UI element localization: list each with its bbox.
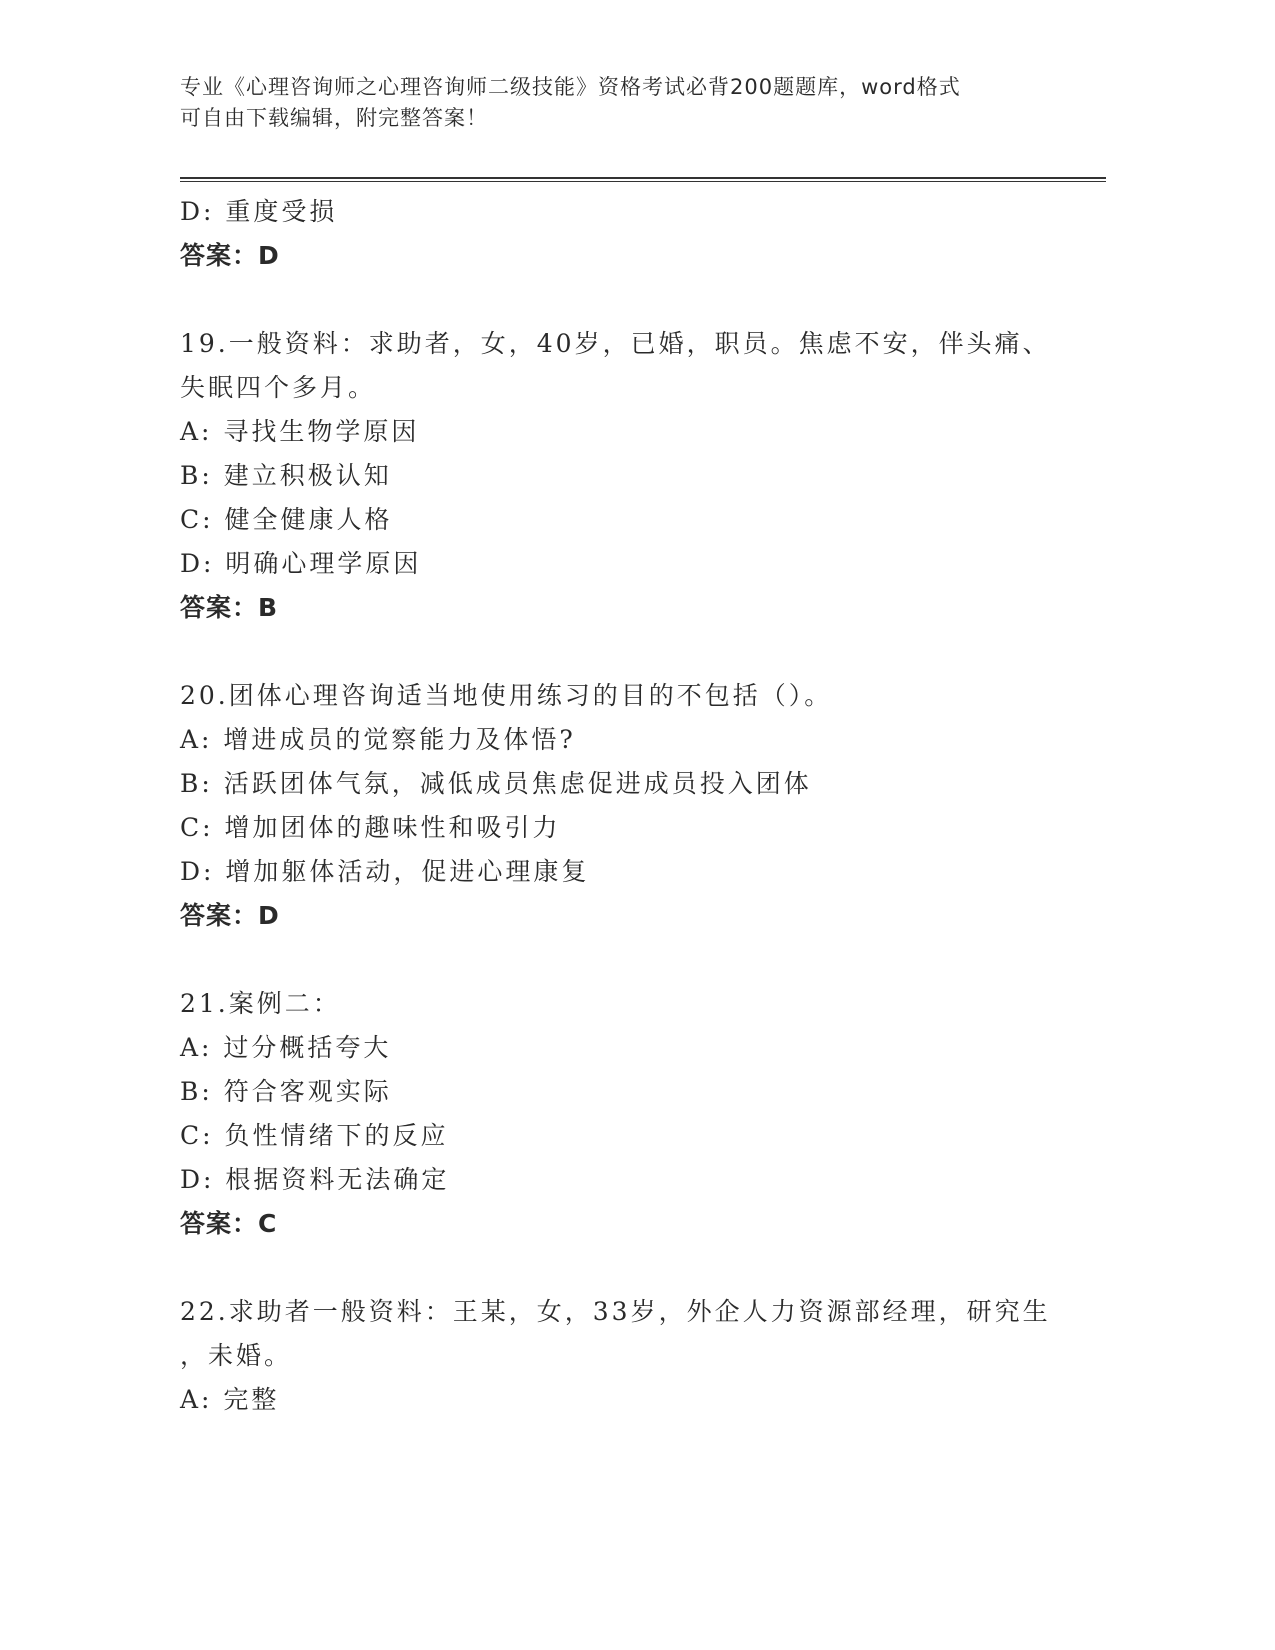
option-c: C: 健全健康人格 [180,505,393,534]
option-b: B: 活跃团体气氛，减低成员焦虑促进成员投入团体 [180,769,812,798]
question-20 [180,674,1080,938]
document-header [180,72,1080,134]
option-d: D: 重度受损 [180,197,338,226]
option-c: C: 负性情绪下的反应 [180,1121,449,1150]
option-a: A: 过分概括夸大 [180,1033,392,1062]
answer-line: 答案：D [180,241,280,270]
question-block-prev [180,190,1080,278]
option-a: A: 增进成员的觉察能力及体悟? [180,725,576,754]
option-b: B: 符合客观实际 [180,1077,392,1106]
option-d: D: 增加躯体活动，促进心理康复 [180,857,590,886]
header-divider-thin [180,181,1106,182]
answer-line: 答案：D [180,901,280,930]
option-b: B: 建立积极认知 [180,461,392,490]
option-d: D: 根据资料无法确定 [180,1165,450,1194]
question-22 [180,1290,1080,1422]
question-stem-cont: ，未婚。 [180,1341,293,1370]
question-stem: 21.案例二： [180,989,341,1018]
question-stem: 19.一般资料：求助者，女，40岁，已婚，职员。焦虑不安，伴头痛、 [180,329,1051,358]
option-a: A: 完整 [180,1385,280,1414]
header-line-1: 专业《心理咨询师之心理咨询师二级技能》资格考试必背200题题库，word格式 [180,75,961,99]
option-a: A: 寻找生物学原因 [180,417,420,446]
question-stem: 20.团体心理咨询适当地使用练习的目的不包括（）。 [180,681,833,710]
option-c: C: 增加团体的趣味性和吸引力 [180,813,561,842]
question-stem: 22.求助者一般资料：王某，女，33岁，外企人力资源部经理，研究生 [180,1297,1051,1326]
answer-line: 答案：C [180,1209,278,1238]
option-d: D: 明确心理学原因 [180,549,422,578]
question-stem-cont: 失眠四个多月。 [180,373,377,402]
question-21 [180,982,1080,1246]
question-19 [180,322,1080,630]
answer-line: 答案：B [180,593,279,622]
header-line-2: 可自由下载编辑，附完整答案！ [180,106,488,130]
question-list [180,190,1080,1422]
header-divider-thick [180,177,1106,179]
